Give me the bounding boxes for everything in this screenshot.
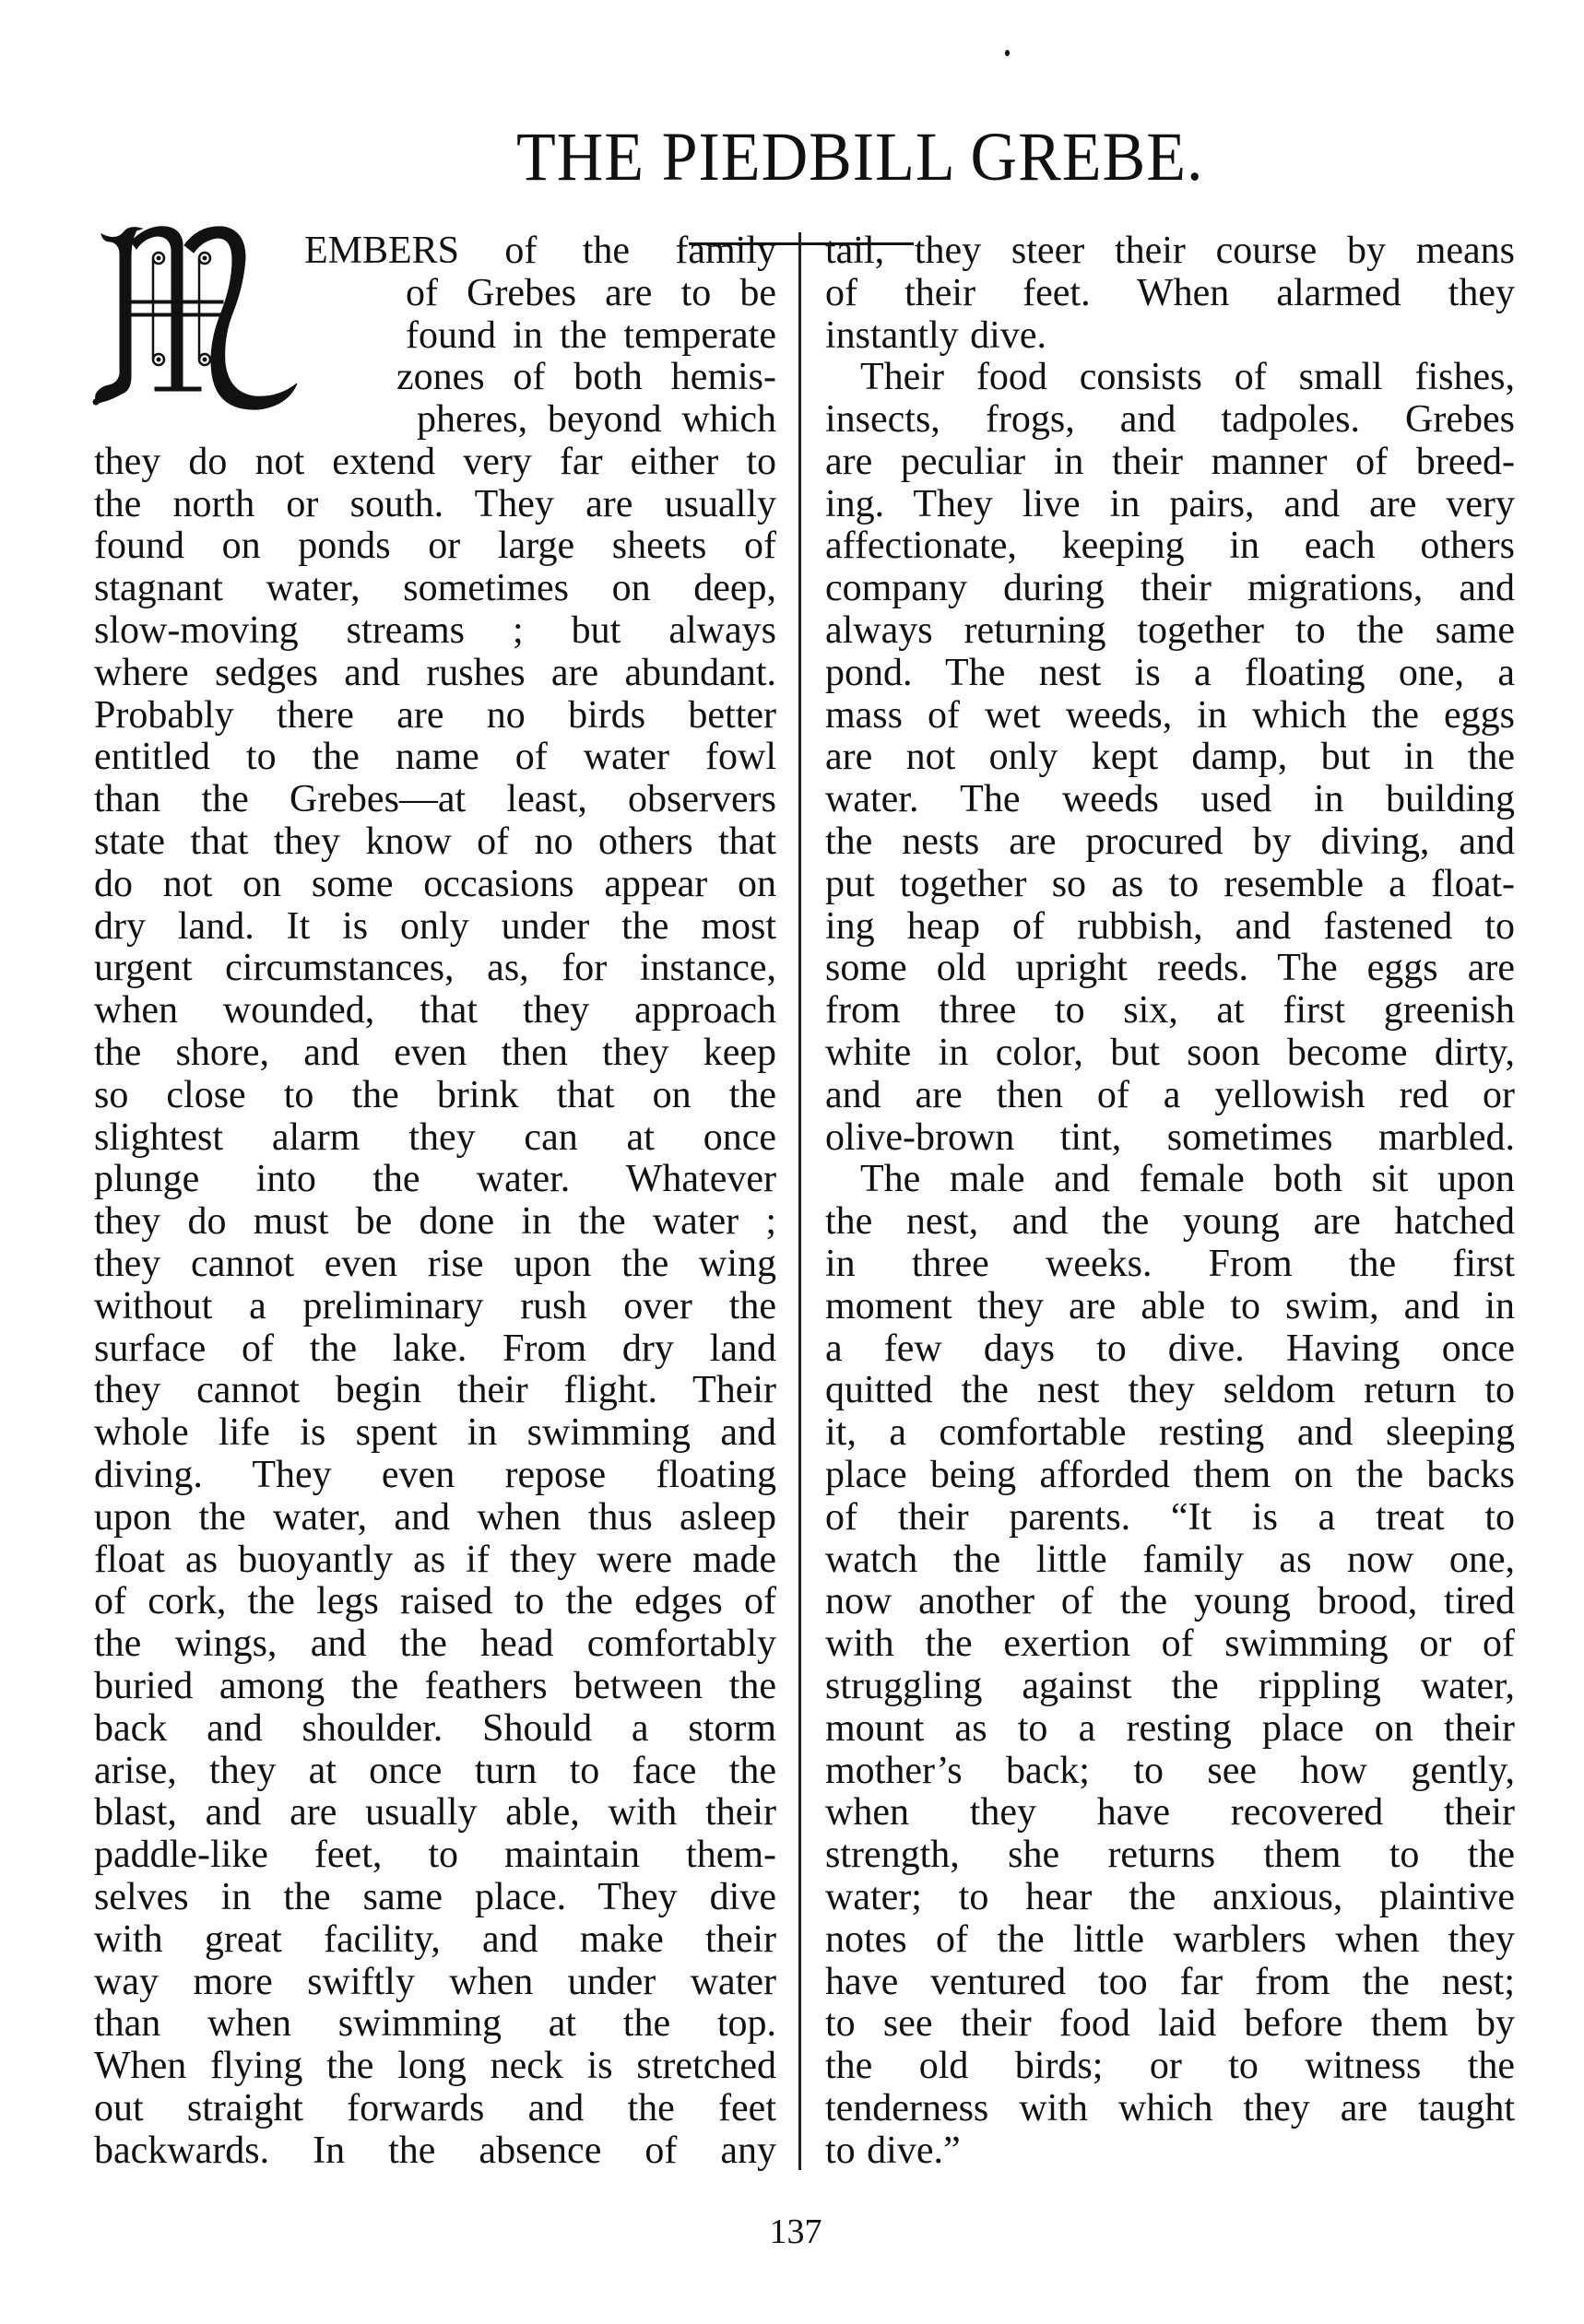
text-line: the nests are procured by diving, and	[825, 820, 1515, 863]
text-line: found in the temperate	[406, 314, 776, 357]
text-line: surface of the lake. From dry land	[94, 1327, 776, 1370]
text-line: than the Grebes—at least, observers	[94, 778, 776, 820]
text-line: tail, they steer their course by means	[825, 230, 1515, 272]
text-line: with great facility, and make their	[94, 1918, 776, 1961]
text-line: do not on some occasions appear on	[94, 863, 776, 905]
text-line: mass of wet weeds, in which the eggs	[825, 694, 1515, 737]
text-line: always returning together to the same	[825, 609, 1515, 652]
text-line: back and shoulder. Should a storm	[94, 1707, 776, 1750]
text-line: When flying the long neck is stretched	[94, 2045, 776, 2087]
text-line: instantly dive.	[825, 314, 1046, 357]
paragraph-start-line: Their food consists of small fishes,	[860, 356, 1515, 398]
ornamental-initial-m-icon	[89, 221, 310, 417]
text-line: upon the water, and when thus asleep	[94, 1496, 776, 1539]
text-line: a few days to dive. Having once	[825, 1327, 1515, 1370]
text-line: entitled to the name of water fowl	[94, 736, 776, 778]
text-line: of their parents. “It is a treat to	[825, 1496, 1515, 1539]
text-line: blast, and are usually able, with their	[94, 1791, 776, 1834]
text-line: paddle-like feet, to maintain them-	[94, 1834, 776, 1876]
text-line: out straight forwards and the feet	[94, 2087, 776, 2129]
text-line: when they have recovered their	[825, 1791, 1515, 1834]
text-line: whole life is spent in swimming and	[94, 1411, 776, 1454]
text-line: quitted the nest they seldom return to	[825, 1369, 1515, 1411]
page-number: 137	[769, 2212, 822, 2251]
text-line: without a preliminary rush over the	[94, 1285, 776, 1327]
text-line: water. The weeds used in building	[825, 778, 1515, 820]
text-line: are not only kept damp, but in the	[825, 736, 1515, 778]
text-line: tenderness with which they are taught	[825, 2087, 1515, 2129]
text-line: of cork, the legs raised to the edges of	[94, 1580, 776, 1622]
text-line: buried among the feathers between the	[94, 1665, 776, 1707]
text-line: plunge into the water. Whatever	[94, 1158, 776, 1200]
text-line: now another of the young brood, tired	[825, 1580, 1515, 1622]
text-line: from three to six, at first greenish	[825, 989, 1515, 1032]
text-line: found on ponds or large sheets of	[94, 525, 776, 567]
text-line: they do must be done in the water ;	[94, 1200, 776, 1243]
text-line: insects, frogs, and tadpoles. Grebes	[825, 398, 1515, 441]
page-title: THE PIEDBILL GREBE.	[516, 119, 1204, 196]
text-line: slow-moving streams ; but always	[94, 609, 776, 652]
text-line: zones of both hemis-	[396, 356, 776, 398]
text-line: so close to the brink that on the	[94, 1074, 776, 1116]
text-line: where sedges and rushes are abundant.	[94, 652, 776, 694]
text-line: float as buoyantly as if they were made	[94, 1539, 776, 1581]
text-line: strength, she returns them to the	[825, 1834, 1515, 1876]
text-line: watch the little family as now one,	[825, 1539, 1515, 1581]
text-line: diving. They even repose floating	[94, 1454, 776, 1496]
text-line: selves in the same place. They dive	[94, 1876, 776, 1918]
text-line: company during their migrations, and	[825, 567, 1515, 609]
text-line: way more swiftly when under water	[94, 1961, 776, 2003]
text-line: they cannot begin their flight. Their	[94, 1369, 776, 1411]
text-line: Probably there are no birds better	[94, 694, 776, 737]
text-line: of their feet. When alarmed they	[825, 272, 1515, 314]
text-line: pheres, beyond which	[417, 398, 776, 441]
text-line: they do not extend very far either to	[94, 441, 776, 483]
text-line: when wounded, that they approach	[94, 989, 776, 1032]
text-line: mount as to a resting place on their	[825, 1707, 1515, 1750]
text-line: have ventured too far from the nest;	[825, 1961, 1515, 2003]
text-line: pond. The nest is a floating one, a	[825, 652, 1515, 694]
text-line: ing heap of rubbish, and fastened to	[825, 905, 1515, 948]
text-line: struggling against the rippling water,	[825, 1665, 1515, 1707]
text-line: the old birds; or to witness the	[825, 2045, 1515, 2087]
text-line: mother’s back; to see how gently,	[825, 1750, 1515, 1792]
print-speck	[1005, 50, 1010, 56]
text-line: put together so as to resemble a float-	[825, 863, 1515, 905]
text-line: of Grebes are to be	[406, 272, 776, 314]
text-line: arise, they at once turn to face the	[94, 1750, 776, 1792]
text-line: EMBERS of the family	[304, 230, 776, 272]
text-line: white in color, but soon become dirty,	[825, 1032, 1515, 1074]
text-line: slightest alarm they can at once	[94, 1116, 776, 1159]
text-line: to see their food laid before them by	[825, 2002, 1515, 2045]
text-line: they cannot even rise upon the wing	[94, 1243, 776, 1285]
text-line: stagnant water, sometimes on deep,	[94, 567, 776, 609]
text-line: it, a comfortable resting and sleeping	[825, 1411, 1515, 1454]
column-divider	[798, 232, 801, 2170]
text-line: urgent circumstances, as, for instance,	[94, 947, 776, 989]
text-line: place being afforded them on the backs	[825, 1454, 1515, 1496]
text-line: state that they know of no others that	[94, 820, 776, 863]
text-line: affectionate, keeping in each others	[825, 525, 1515, 567]
text-line: some old upright reeds. The eggs are	[825, 947, 1515, 989]
text-line: than when swimming at the top.	[94, 2002, 776, 2045]
text-line: ing. They live in pairs, and are very	[825, 483, 1515, 525]
text-line: water; to hear the anxious, plaintive	[825, 1876, 1515, 1918]
text-line: olive-brown tint, sometimes marbled.	[825, 1116, 1515, 1159]
text-line: the nest, and the young are hatched	[825, 1200, 1515, 1243]
text-line: dry land. It is only under the most	[94, 905, 776, 948]
text-line: with the exertion of swimming or of	[825, 1622, 1515, 1665]
paragraph-start-line: The male and female both sit upon	[860, 1158, 1515, 1200]
text-line: are peculiar in their manner of breed-	[825, 441, 1515, 483]
text-line: backwards. In the absence of any	[94, 2129, 776, 2172]
text-line: in three weeks. From the first	[825, 1243, 1515, 1285]
text-line: the north or south. They are usually	[94, 483, 776, 525]
text-line: the wings, and the head comfortably	[94, 1622, 776, 1665]
text-line: and are then of a yellowish red or	[825, 1074, 1515, 1116]
text-line: notes of the little warblers when they	[825, 1918, 1515, 1961]
text-line: the shore, and even then they keep	[94, 1032, 776, 1074]
text-line: moment they are able to swim, and in	[825, 1285, 1515, 1327]
text-line: to dive.”	[825, 2129, 961, 2172]
